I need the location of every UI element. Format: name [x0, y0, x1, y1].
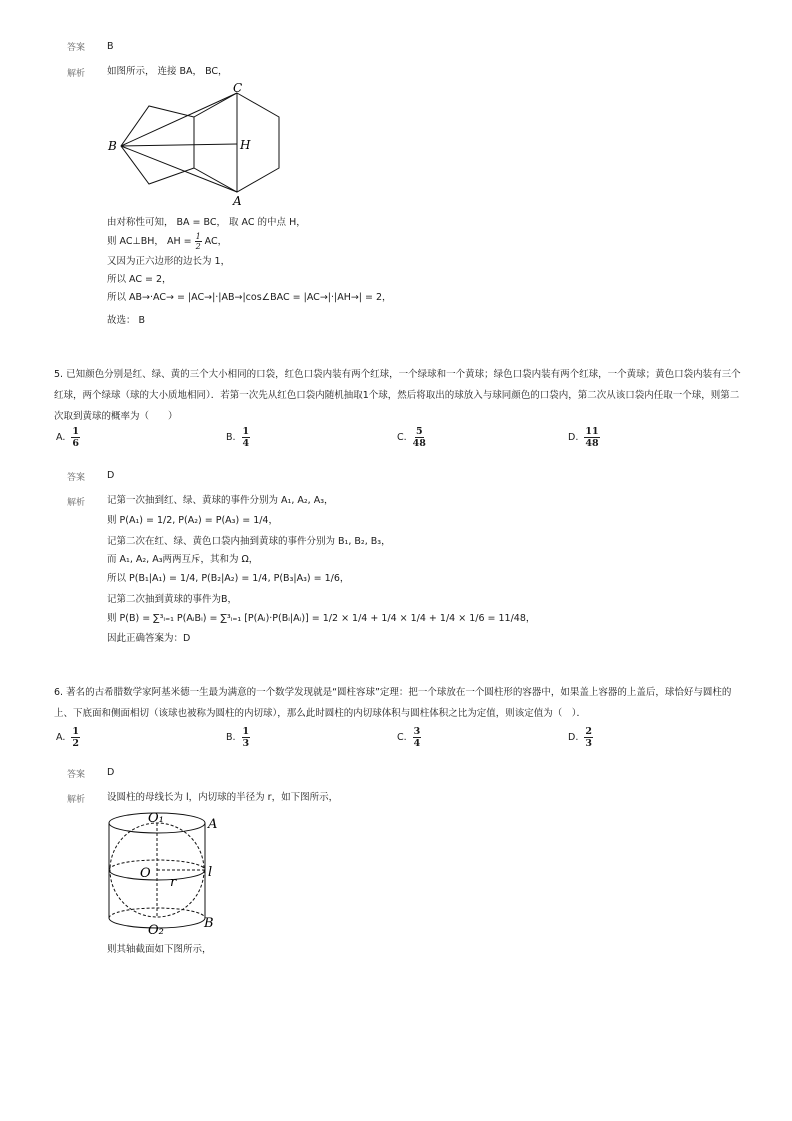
analysis-label: 解析: [67, 69, 86, 79]
numerator: 3: [413, 726, 421, 737]
line-part: 则 AC⊥BH， AH =: [107, 236, 192, 247]
numerator: 2: [585, 726, 592, 737]
option-letter: A.: [56, 732, 66, 743]
analysis-line: 所以 AC = 2，: [107, 274, 172, 285]
label-c: C: [233, 81, 243, 95]
denominator: 4: [413, 738, 421, 749]
option-letter: B.: [226, 432, 236, 443]
analysis-line: 记第二次抽到黄球的事件为B，: [107, 594, 238, 605]
label-r: r: [170, 875, 177, 890]
denominator: 2: [72, 738, 79, 749]
option-a[interactable]: [56, 726, 80, 749]
analysis-line: 则 P(A₁) = 1/2, P(A₂) = P(A₃) = 1/4，: [107, 515, 278, 526]
answer-label: 答案: [67, 43, 86, 53]
option-fraction: [71, 426, 80, 449]
label-a: A: [208, 817, 218, 832]
fraction: [195, 232, 202, 251]
answer-label: 答案: [67, 770, 86, 780]
denominator: 4: [242, 438, 250, 449]
option-fraction: [242, 426, 251, 449]
analysis-line: 故选： B: [107, 315, 146, 326]
line-part: AC，: [204, 236, 228, 247]
option-fraction: [242, 726, 251, 749]
answer-label: 答案: [67, 473, 86, 483]
option-letter: A.: [56, 432, 66, 443]
numerator: 1: [72, 726, 79, 737]
analysis-line: 设圆柱的母线长为 l，内切球的半径为 r，如下图所示，: [107, 792, 339, 803]
analysis-line: 则 P(B) = ∑³ᵢ₌₁ P(AᵢBᵢ) = ∑³ᵢ₌₁ [P(Aᵢ)·P(Bᵢ|Aᵢ)] = 1/2 × 1/4 + 1/4 × 1/4 + 1/4 × 1/6 = 11/48，: [107, 613, 536, 624]
option-fraction: [584, 726, 593, 749]
option-fraction: [71, 726, 80, 749]
analysis-line: 又因为正六边形的边长为 1，: [107, 256, 231, 267]
analysis-line: 则其轴截面如下图所示，: [107, 944, 212, 955]
option-letter: B.: [226, 732, 236, 743]
option-letter: C.: [397, 432, 407, 443]
option-c[interactable]: [397, 426, 426, 449]
option-letter: D.: [568, 432, 579, 443]
option-letter: C.: [397, 732, 407, 743]
answer-value: D: [107, 470, 115, 481]
answer-value: B: [107, 41, 114, 52]
answer-value: D: [107, 767, 115, 778]
analysis-line: 所以 P(B₁|A₁) = 1/4, P(B₂|A₂) = 1/4, P(B₃|A₃) = 1/6，: [107, 573, 350, 584]
label-o1: O₁: [148, 811, 164, 826]
label-b: B: [204, 916, 214, 931]
analysis-line: 记第二次在红、绿、黄色口袋内抽到黄球的事件分别为 B₁, B₂, B₃，: [107, 536, 391, 547]
cylinder-figure: [100, 806, 230, 938]
option-letter: D.: [568, 732, 579, 743]
denominator: 2: [195, 242, 201, 251]
analysis-label: 解析: [67, 795, 86, 805]
option-fraction: [413, 726, 422, 749]
option-c[interactable]: [397, 726, 421, 749]
option-d[interactable]: [568, 726, 593, 749]
segment-bh: [121, 144, 237, 146]
label-l: l: [208, 865, 213, 880]
numerator: 1: [72, 426, 79, 437]
denominator: 48: [585, 438, 599, 449]
numerator: 1: [242, 726, 250, 737]
numerator: 11: [585, 426, 599, 437]
analysis-line: 因此正确答案为：D: [107, 633, 191, 644]
option-a[interactable]: [56, 426, 80, 449]
analysis-label: 解析: [67, 498, 86, 508]
numerator: 1: [195, 232, 201, 241]
denominator: 6: [72, 438, 79, 449]
label-a: A: [233, 194, 242, 208]
label-h: H: [240, 138, 251, 152]
analysis-line: 记第一次抽到红、绿、黄球的事件分别为 A₁, A₂, A₃，: [107, 495, 334, 506]
analysis-line: [107, 232, 227, 251]
label-o2: O₂: [148, 923, 164, 938]
question-text: 5. 已知颜色分别是红、绿、黄的三个大小相同的口袋，红色口袋内装有两个红球，一个绿球和一个黄球；绿色口袋内装有两个红球，一个黄球；黄色口袋内装有三个红球，两个绿球（球的大小质地相同）．若第一次先从红色口袋内随机抽取1个球，然后将取出的球放入与球同颜色的口袋内，第二次从该口袋内任取一个球，则第二次取到黄球的概率为（ ）: [54, 369, 741, 422]
segment-bc: [121, 93, 237, 146]
numerator: 1: [242, 426, 250, 437]
analysis-line: 所以 AB→·AC→ = |AC→|·|AB→|cos∠BAC = |AC→|·|AH→| = 2，: [107, 292, 392, 303]
analysis-line: 如图所示， 连接 BA， BC，: [107, 66, 228, 77]
label-o: O: [140, 866, 151, 881]
option-fraction: [413, 426, 426, 449]
option-b[interactable]: [226, 426, 250, 449]
option-fraction: [584, 426, 599, 449]
option-b[interactable]: [226, 726, 250, 749]
option-d[interactable]: [568, 426, 600, 449]
question-text: 6. 著名的古希腊数学家阿基米德一生最为满意的一个数学发现就是“圆柱容球”定理：把一个球放在一个圆柱形的容器中，如果盖上容器的上盖后，球恰好与圆柱的上、下底面和侧面相切（该球也被称为圆柱的内切球），那么此时圆柱的内切球体积与圆柱体积之比为定值，则该定值为（ ）．: [54, 687, 732, 719]
denominator: 3: [585, 738, 592, 749]
analysis-line: 而 A₁, A₂, A₃两两互斥，其和为 Ω，: [107, 554, 259, 565]
denominator: 3: [242, 738, 250, 749]
hexagon-figure: [105, 80, 285, 208]
label-b: B: [108, 139, 117, 153]
numerator: 5: [415, 426, 423, 437]
denominator: 48: [412, 438, 426, 449]
analysis-line: 由对称性可知， BA = BC， 取 AC 的中点 H，: [107, 217, 306, 228]
